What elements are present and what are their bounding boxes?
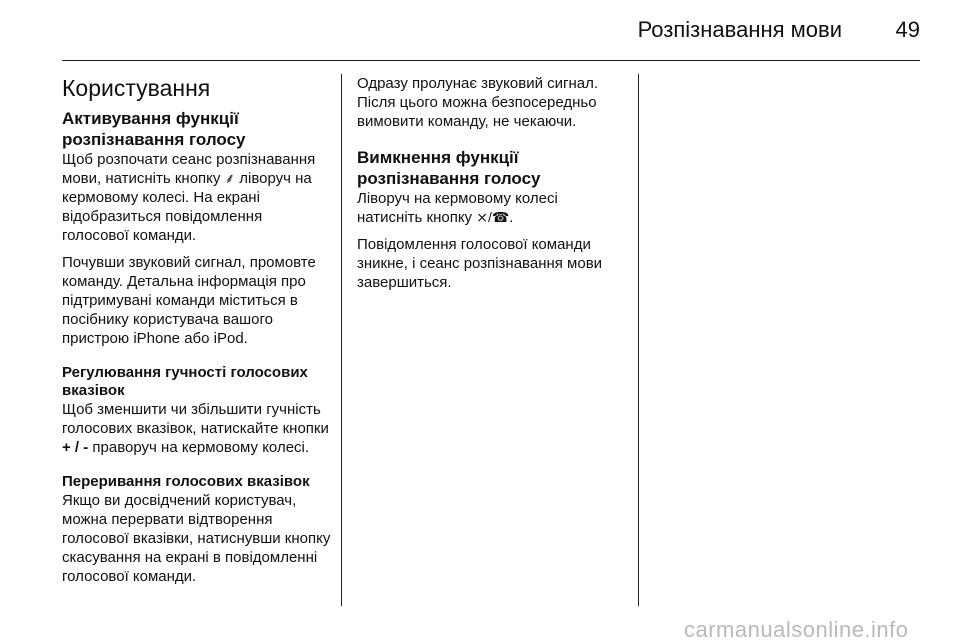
column-left bbox=[62, 74, 332, 594]
running-title: Розпізнавання мови bbox=[637, 17, 842, 42]
interrupt-heading: Переривання голосових вказівок bbox=[62, 473, 310, 490]
volume-heading: Регулювання гучності голосових вказівок bbox=[62, 364, 308, 399]
section-title: Користування bbox=[62, 75, 211, 101]
deactivate-text-a: Ліворуч на кермовому колесі натисніть кнопку bbox=[357, 190, 558, 226]
volume-keys: + / - bbox=[62, 439, 89, 456]
column-divider-left bbox=[341, 74, 342, 606]
page-number: 49 bbox=[895, 17, 920, 42]
header-rule bbox=[62, 60, 920, 61]
column-middle bbox=[357, 74, 627, 300]
deactivate-paragraph bbox=[357, 189, 627, 227]
interrupt-paragraph: Якщо ви досвідчений користувач, можна перервати відтворення голосової вказівки, натиснувши кнопку скасування на екрані в повідомленні голосової команди. bbox=[62, 492, 331, 585]
deactivate-text-b: . bbox=[509, 209, 514, 226]
activate-heading: Активування функції розпізнавання голосу bbox=[62, 109, 246, 149]
voice-button-icon: ⸙ bbox=[224, 170, 236, 186]
activate-paragraph bbox=[62, 150, 332, 245]
page-header bbox=[0, 0, 960, 62]
volume-text-b: праворуч на кермовому колесі. bbox=[88, 439, 310, 456]
watermark: carmanualsonline.info bbox=[684, 617, 909, 642]
speak-paragraph: Почувши звуковий сигнал, промовте команду. Детальна інформація про підтримувані команди міститься в посібнику користувача вашого пристрою iPhone або iPod. bbox=[62, 254, 316, 347]
volume-text-a: Щоб зменшити чи збільшити гучність голосових вказівок, натискайте кнопки bbox=[62, 401, 329, 437]
signal-paragraph: Одразу пролунає звуковий сигнал. Після цього можна безпосередньо вимовити команду, не чекаючи. bbox=[357, 75, 599, 130]
session-end-paragraph: Повідомлення голосової команди зникне, і сеанс розпізнавання мови завершиться. bbox=[357, 236, 603, 291]
mute-end-call-icon: ⨯/☎ bbox=[476, 209, 510, 225]
deactivate-heading: Вимкнення функції розпізнавання голосу bbox=[357, 148, 541, 188]
activate-text-a: Щоб розпочати сеанс розпізнавання мови, натисніть кнопку bbox=[62, 151, 316, 187]
activate-text-b: ліворуч на кермовому колесі. На екрані відобразиться повідомлення голосової команди. bbox=[62, 170, 312, 244]
volume-paragraph bbox=[62, 400, 332, 457]
column-divider-right bbox=[638, 74, 639, 606]
